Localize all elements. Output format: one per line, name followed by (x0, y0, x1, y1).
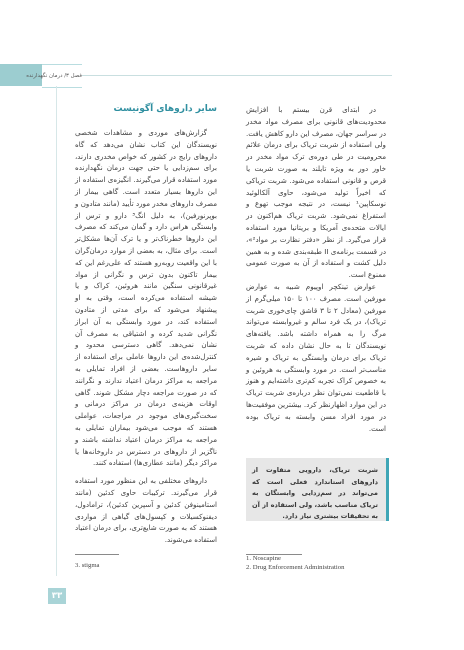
chapter-header-label: فصل ۳/ درمان نگهدارنده (42, 64, 82, 88)
left-text-column (75, 127, 217, 546)
callout-box (246, 458, 389, 521)
body-paragraph: داروهای مختلفی به این منظور مورد استفاده قرار می‌گیرند. ترکیبات حاوی کدئین (مانند استامینوفن کدئین و آسپرین کدئین)، ترامادول، دیفنوکسیلات و کپسول‌های گیاهی از مواردی هستند که به صورت شایع‌تری، برای درمان اعتیاد استفاده می‌شوند. (75, 476, 217, 545)
footnote: 3. stigma (75, 562, 100, 569)
right-text-column (246, 104, 386, 434)
callout-text: شربت تریاک، دارویی متفاوت از داروهای استاندارد فعلی است که می‌تواند در سم‌زدایی وابستگان به تریاک مناسب باشد، ولی استفاده از آن به تحقیقات بیشتری نیاز دارد. (252, 466, 378, 521)
body-paragraph: در ابتدای قرن بیستم با افزایش محدودیت‌های قانونی برای مصرف مواد مخدر در سراسر جهان، مصرف این دارو کاهش یافت. ولی استفاده از شربت تریاک برای درمان علائم محرومیت در طی دوره‌ی ترک مواد مخدر در خاور دور به ویژه تایلند به صورت شربت یا قرص و قانونی استفاده می‌شود. شربت تریاکی که اخیراً تولید می‌شود، حاوی آلکالوئید نوسکاپین¹ نیست، در نتیجه موجب تهوع و استفراغ نمی‌شود. شربت تریاک هم‌اکنون در ایالات متحده‌ی آمریکا و بریتانیا مورد استفاده قرار می‌گیرد. از نظر «دفتر نظارت بر مواد²»، در قسمت برنامه‌ی II طبقه‌بندی شده و به همین دلیل کشت و استفاده از آن به صورت عمومی ممنوع است. (246, 105, 386, 280)
footnote-rule-left (75, 554, 119, 555)
footnote: 1. Noscapine (246, 555, 281, 562)
margin-rule (56, 86, 57, 576)
header-divider (82, 75, 392, 76)
page-number-box (48, 588, 66, 604)
footnote: 2. Drug Enforcement Administration (246, 563, 345, 571)
body-paragraph: گزارش‌های موردی و مشاهدات شخصی نویسندگان این کتاب نشان می‌دهد که گاه داروهای رایج در کشور که خواص مخدری دارند، برای سم‌زدایی یا حتی جهت درمان نگهدارنده مورد استفاده قرار می‌گیرند. انگیزه‌ی استفاده از این داروها بسیار متعدد است. گاهی بیمار از مصرف داروهای مخدر مورد تأیید (مانند متادون و بوپرنورفین)، به دلیل انگ³ دارو و ترس از وابستگی هراس دارد و گمان می‌کند که مصرف این داروها خطرناک‌تر و یا ترک آن‌ها مشکل‌تر است. برای مثال، به بعضی از موارد درمان‌گران با این واقعیت روبه‌رو هستند که علی‌رغم این که بیمار تاکنون بدون ترس و نگرانی از مواد غیرقانونی سنگین مانند هروئین، کراک و یا شیشه استفاده می‌کرده است، وقتی به او پیشنهاد می‌شود که برای مدتی از متادون استفاده کند، در مورد وابستگی به آن ابراز نگرانی شدید کرده و اشتیاقی به مصرف آن نشان نمی‌دهد. گاهی دسترسی محدود و کنترل‌شده‌ی این داروها عاملی برای استفاده از سایر داروهاست. بعضی از افراد تمایلی به مراجعه به مراکز درمان اعتیاد ندارند و نگرانند که در صورت مراجعه دچار مشکل شوند. گاهی اوقات هزینه‌ی درمان در مراکز درمانی و سخت‌گیری‌های موجود در مراجعات، عواملی هستند که موجب می‌شود بیماران تمایلی به مراجعه به مراکز درمان اعتیاد نداشته باشند و ناگزیر از داروهای در دسترس در داروخانه‌ها یا مراکز دیگر (مانند عطاری‌ها) استفاده کنند. (75, 128, 217, 468)
section-title: سایر داروهای آگونیست (113, 104, 217, 114)
footnotes-left (75, 562, 100, 571)
page-number: ۳۳ (51, 591, 63, 601)
footnotes-right (246, 555, 344, 573)
body-paragraph: عوارض تینکچر اوپیوم شبیه به عوارض مورفین است. مصرف ۱۰۰ تا ۱۵۰ میلی‌گرم از مورفین (معادل ۲ تا ۳ قاشق چای‌خوری شربت تریاک)، در یک فرد سالم و غیروابسته می‌تواند مرگ را به همراه داشته باشد. یافته‌های نویسندگان تا به حال نشان داده که شربت تریاک برای درمان وابستگی به تریاک و شیره مناسب‌تر است. در مورد وابستگی به هروئین و به خصوص کراک تجربه کم‌تری داشته‌ایم و هنوز با قاطعیت نمی‌توان نظر درباره‌ی شربت تریاک در این موارد اظهارنظر کرد. بیشترین موفقیت‌ها در مورد افراد مسن وابسته به تریاک بوده است. (246, 281, 386, 433)
